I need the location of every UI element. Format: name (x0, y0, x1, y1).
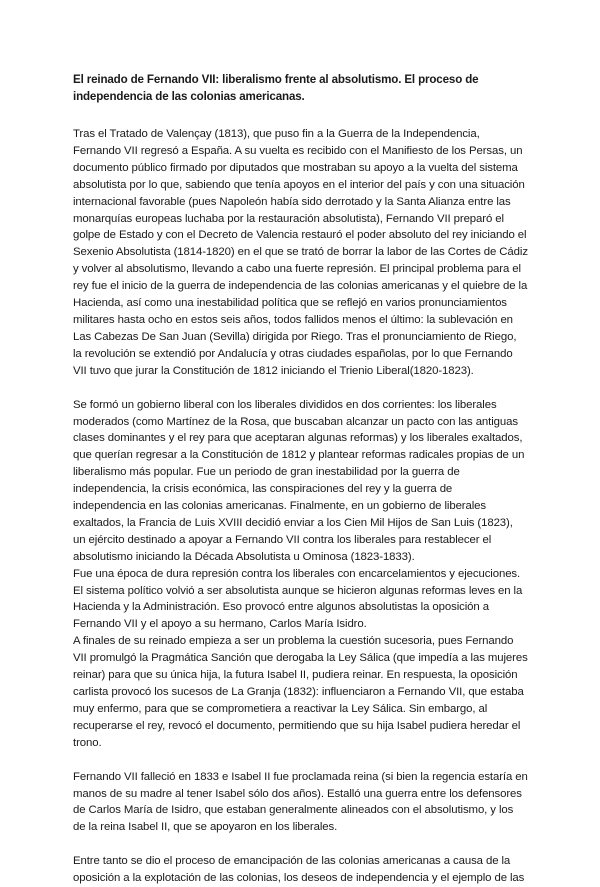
paragraph-isabel: Fernando VII falleció en 1833 e Isabel II fue proclamada reina (si bien la regencia estaría en manos de su madre al tener Isabel sólo dos años). Estalló una guerra entre los defensores de Carlos María de Isidro, que estaban generalmente alineados con el absolutismo, y los de la reina Isabel II, que se apoyaron en los liberales. (73, 770, 528, 834)
paragraph-decada: Fue una época de dura represión contra los liberales con encarcelamientos y ejecuciones. El sistema político volvió a ser absolutista aunque se hicieron algunas reformas leves en la Hacienda y la Administración. Eso provocó entre algunos absolutistas la oposición a Fernando VII y el apoyo a su hermano, Carlos María Isidro. (73, 567, 523, 631)
paragraph-emancipacion: Entre tanto se dio el proceso de emancipación de las colonias americanas a causa de la oposición a la explotación de las colonias, los deseos de independencia y el ejemplo de las (73, 855, 525, 885)
paragraph-trienio: Se formó un gobierno liberal con los liberales divididos en dos corrientes: los liberales moderados (como Martínez de la Rosa, que buscaban alcanzar un pacto con las antiguas clases dominantes y el rey para que aceptaran algunas reformas) y los liberales exaltados, que querían regresar a la Constitución de 1812 y plantear reformas radicales propias de un liberalismo más popular. Fue un periodo de gran inestabilidad por la guerra de independencia, la crisis económica, las conspiraciones del rey y la guerra de independencia en las colonias americanas. Finalmente, en un gobierno de liberales exaltados, la Francia de Luis XVIII decidió enviar a los Cien Mil Hijos de San Luis (1823), un ejército destinado a apoyar a Fernando VII contra los liberales para restablecer el absolutismo iniciando la Década Absolutista u Ominosa (1823-1833). (73, 398, 525, 563)
paragraph-sucesion: A finales de su reinado empieza a ser un problema la cuestión sucesoria, pues Fernando VII promulgó la Pragmática Sanción que derogaba la Ley Sálica (que impedía a las mujeres reinar) para que su única hija, la futura Isabel II, pudiera reinar. En respuesta, la oposición carlista provocó los sucesos de La Granja (1832): influenciaron a Fernando VII, que estaba muy enfermo, para que se comprometiera a reactivar la Ley Sálica. Sin embargo, al recuperarse el rey, revocó el documento, permitiendo que su hija Isabel pudiera heredar el trono. (73, 635, 528, 749)
paragraph-sexenio: Tras el Tratado de Valençay (1813), que puso fin a la Guerra de la Independencia, Fernando VII regresó a España. A su vuelta es recibido con el Manifiesto de los Persas, un documento público firmado por diputados que mostraban su apoyo a la vuelta del sistema absolutista por lo que, sabiendo que tenía apoyos en el interior del país y con una situación internacional favorable (pues Napoleón había sido derrotado y la Santa Alianza entre las monarquías europeas luchaba por la restauración absolutista), Fernando VII preparó el golpe de Estado y con el Decreto de Valencia restauró el poder absoluto del rey iniciando el Sexenio Absolutista (1814-1820) en el que se trató de borrar la labor de las Cortes de Cádiz y volver al absolutismo, llevando a cabo una fuerte represión. El principal problema para el rey fue el inicio de la guerra de independencia de las colonias americanas y el quiebre de la Hacienda, así como una inestabilidad política que se reflejó en varios pronunciamientos militares hasta ocho en estos seis años, todos fallidos menos el último: la sublevación en Las Cabezas De San Juan (Sevilla) dirigida por Riego. Tras el pronunciamiento de Riego, la revolución se extendió por Andalucía y otras ciudades españolas, por lo que Fernando VII tuvo que jurar la Constitución de 1812 iniciando el Trienio Liberal(1820-1823). (73, 128, 528, 377)
document-title: El reinado de Fernando VII: liberalismo frente al absolutismo. El proceso de independencia de las colonias americanas. (73, 73, 479, 103)
document-content (73, 72, 528, 887)
